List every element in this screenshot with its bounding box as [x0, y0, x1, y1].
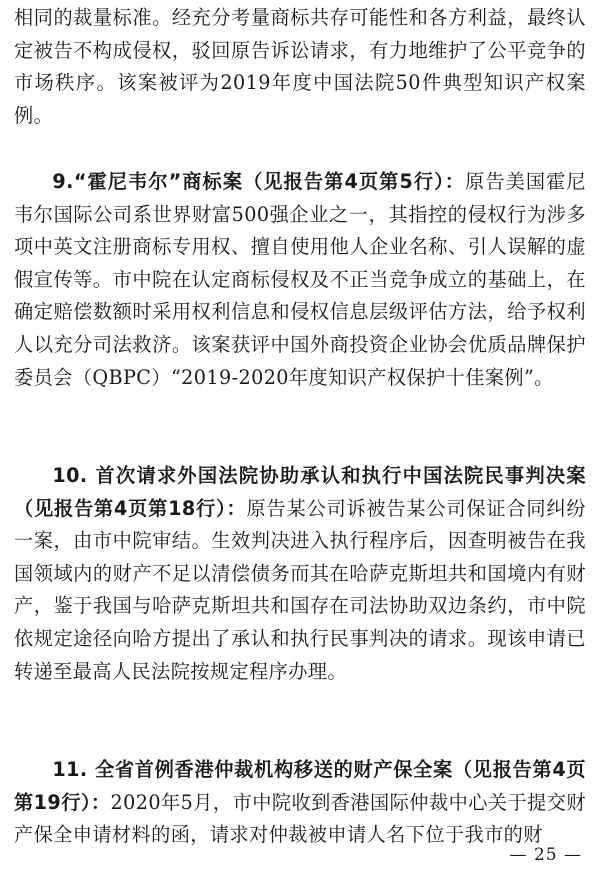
case-11-body: 2020年5月，市中院收到香港国际仲裁中心关于提交财产保全申请材料的函，请求对仲裁被申请人名下位于我市的财	[14, 790, 586, 847]
case-9-heading: 9.“霍尼韦尔”商标案（见报告第4页第5行）：	[52, 170, 466, 193]
case-11-heading: 11. 全省首例香港仲裁机构移送的财产保全案（见报告第4页第19行）：	[14, 758, 586, 814]
paragraph-case-11	[14, 754, 586, 852]
paragraph-body: 相同的裁量标准。经充分考量商标共存可能性和各方利益，最终认定被告不构成侵权，驳回原告诉讼请求，有力地维护了公平竞争的市场秩序。该案被评为2019年度中国法院50件典型知识产权案例。	[14, 6, 586, 127]
paragraph-case-10	[14, 460, 586, 688]
page-number: — 25 —	[509, 845, 582, 865]
paragraph-continued	[14, 2, 586, 132]
paragraph-case-9	[14, 166, 586, 394]
case-10-heading: 10. 首次请求外国法院协助承认和执行中国法院民事判决案（见报告第4页第18行）：	[14, 464, 586, 520]
case-10-body: 原告某公司诉被告某公司保证合同纠纷一案，由市中院审结。生效判决进入执行程序后，因查明被告在我国领域内的财产不足以清偿债务而其在哈萨克斯坦共和国境内有财产，鉴于我国与哈萨克斯坦共和国存在司法协助双边条约，市中院依规定途径向哈方提出了承认和执行民事判决的请求。现该申请已转递至最高人民法院按规定程序办理。	[14, 496, 586, 683]
case-9-body: 原告美国霍尼韦尔国际公司系世界财富500强企业之一，其指控的侵权行为涉多项中英文注册商标专用权、擅自使用他人企业名称、引人误解的虚假宣传等。市中院在认定商标侵权及不正当竞争成立的基础上，在确定赔偿数额时采用权利信息和侵权信息层级评估方法，给予权利人以充分司法救济。该案获评中国外商投资企业协会优质品牌保护委员会（QBPC）“2019-2020年度知识产权保护十佳案例”。	[14, 170, 586, 389]
